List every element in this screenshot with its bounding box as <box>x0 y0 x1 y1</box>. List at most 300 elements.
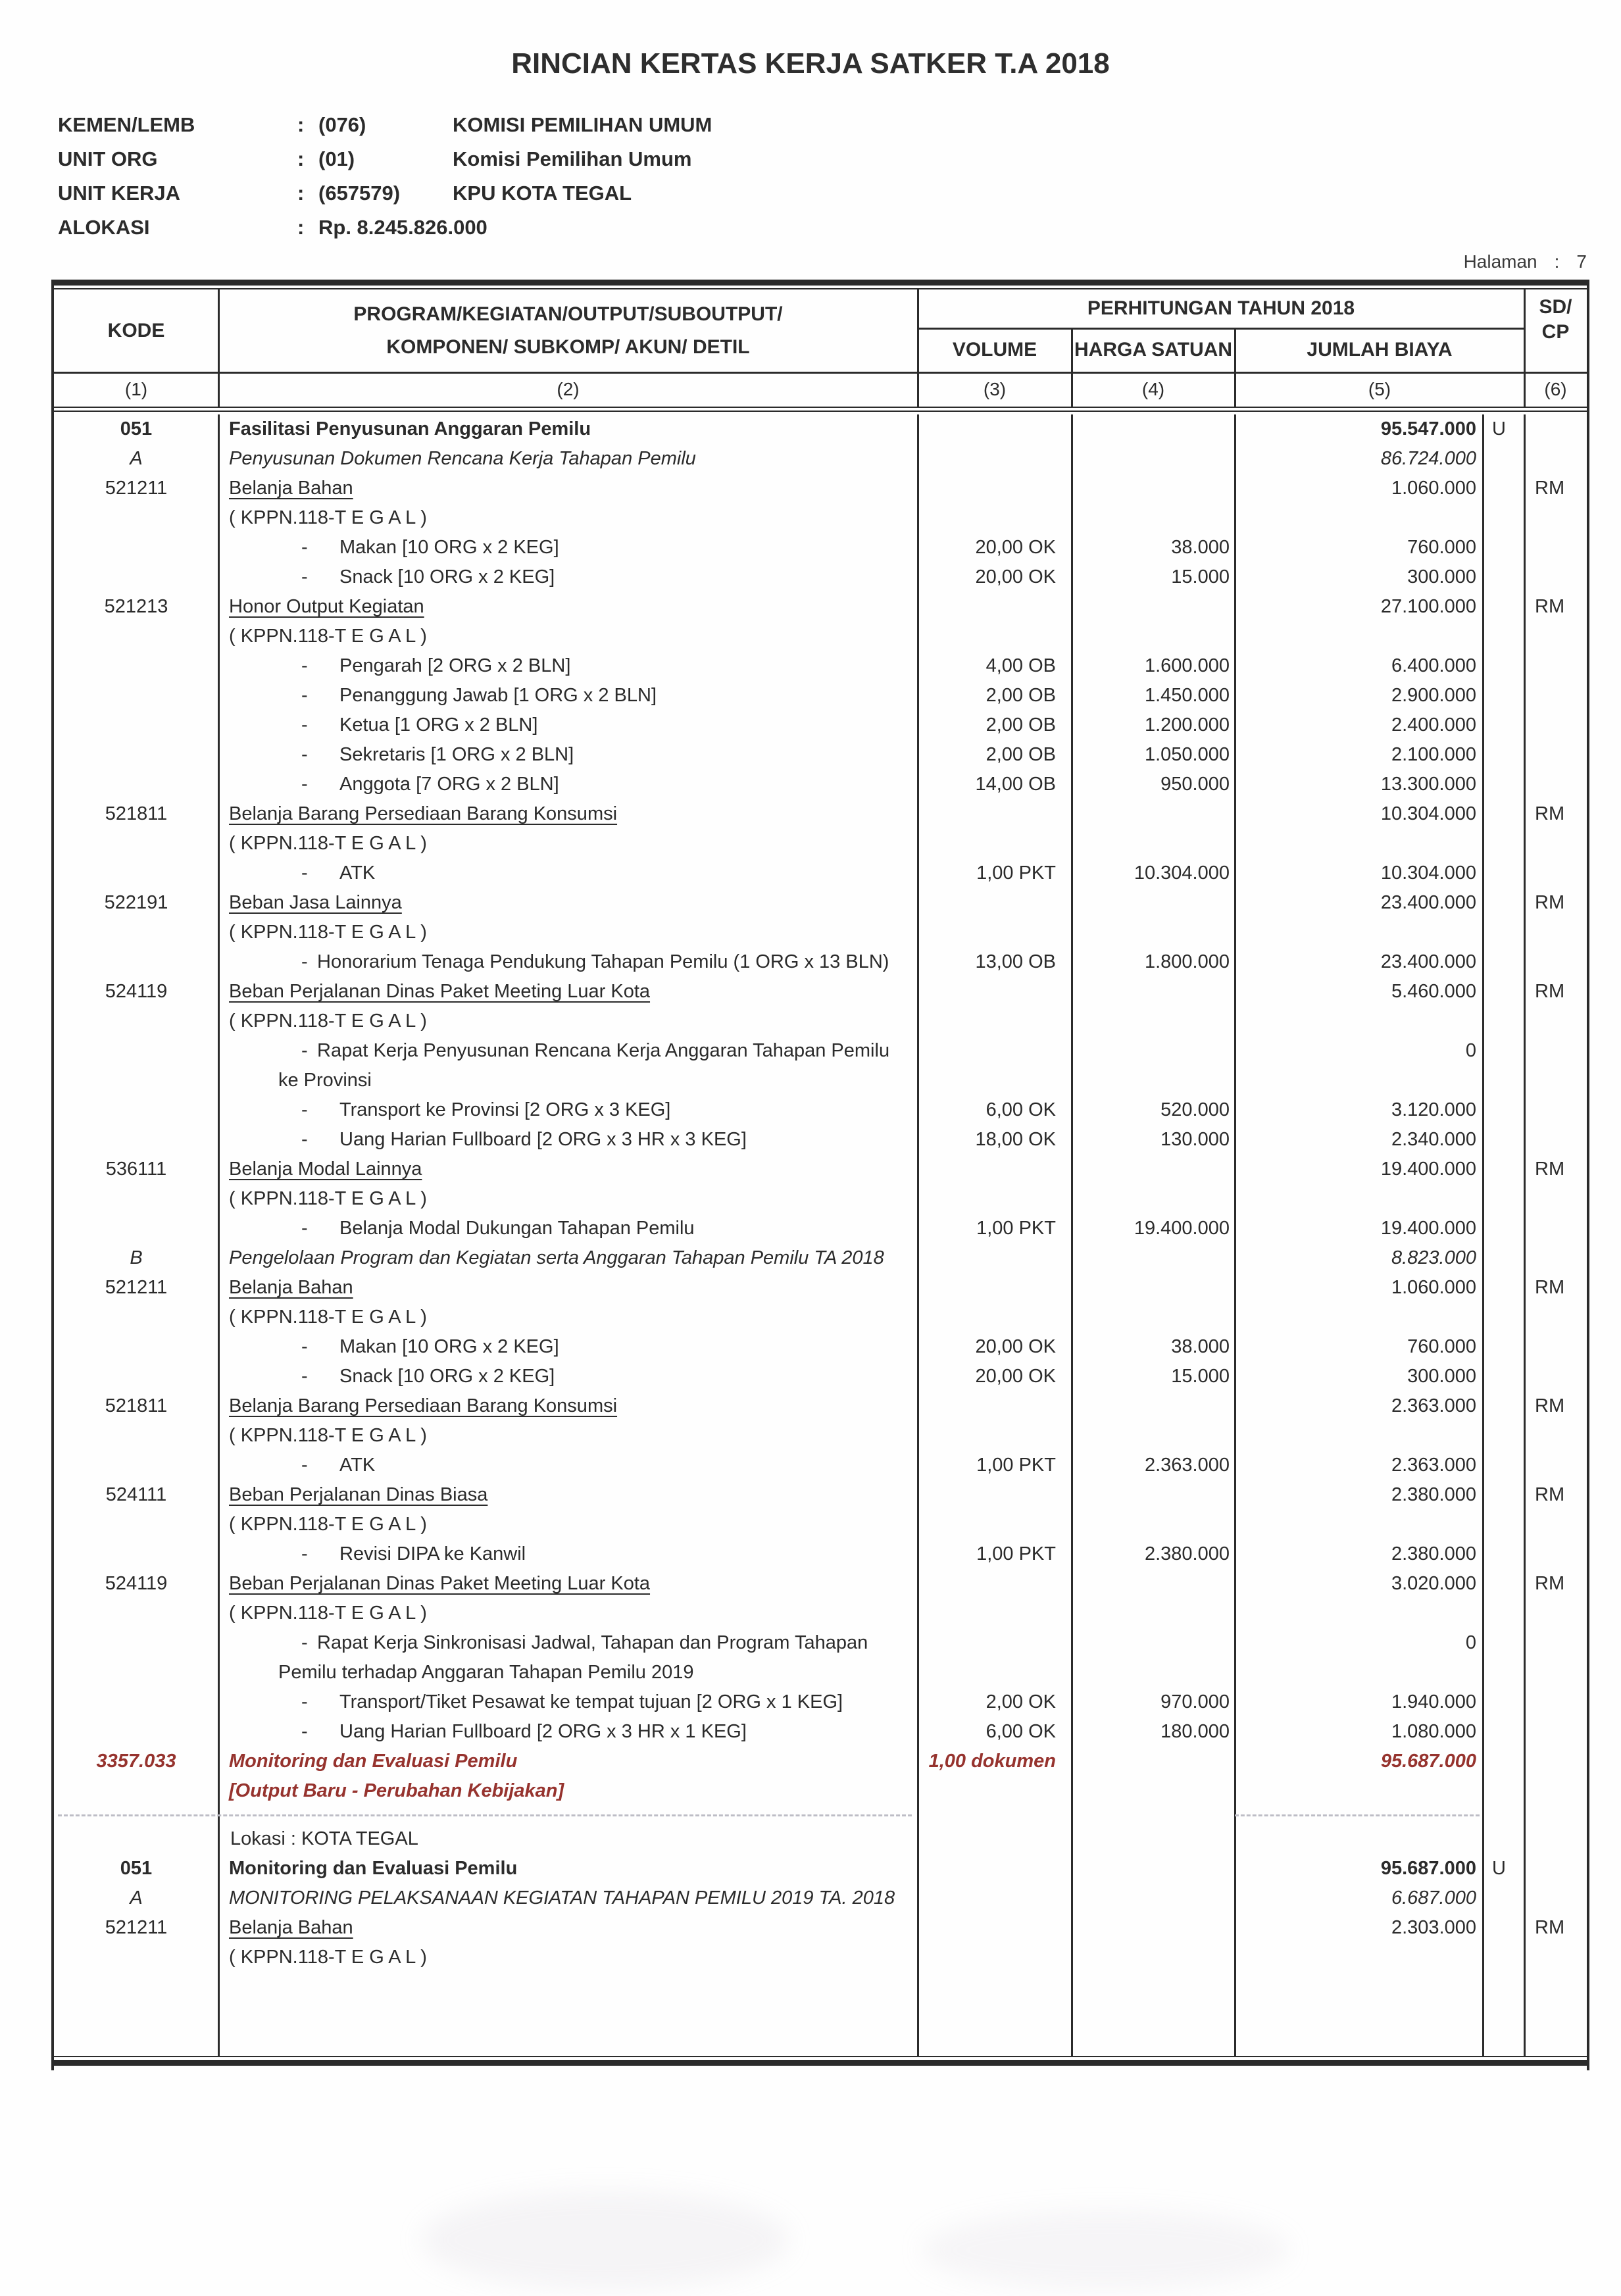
harga-satuan-cell <box>1072 799 1235 829</box>
jumlah-biaya-cell <box>1235 918 1483 947</box>
program-header-line1: PROGRAM/KEGIATAN/OUTPUT/SUBOUTPUT/ <box>353 303 783 325</box>
volume-cell <box>918 918 1072 947</box>
volume-cell <box>918 829 1072 859</box>
sdcp-cell <box>1524 1687 1587 1717</box>
halaman-value: 7 <box>1576 251 1587 272</box>
jumlah-biaya-cell: 1.060.000 <box>1391 478 1476 499</box>
uraian-text: ( KPPN.118-T E G A L ) <box>229 1947 427 1968</box>
detail-line <box>229 770 918 799</box>
sdcp-cell: RM <box>1535 1484 1565 1505</box>
sdcp-cell <box>1524 533 1587 562</box>
meta-row-unitorg <box>58 147 979 182</box>
table-row <box>54 1214 1587 1243</box>
kode-cell <box>54 829 218 859</box>
table-row <box>54 1184 1587 1214</box>
sdcp-cell: RM <box>1535 478 1565 499</box>
uraian-cell <box>218 888 918 918</box>
kode-cell <box>54 1451 218 1480</box>
uraian-cell <box>218 1913 918 1943</box>
harga-satuan-cell: 38.000 <box>1171 1336 1230 1357</box>
uraian-text: ( KPPN.118-T E G A L ) <box>229 1188 427 1209</box>
kode-cell <box>54 859 218 888</box>
kode-cell: B <box>130 1247 143 1268</box>
table-body <box>54 414 1587 2056</box>
dashed-separator <box>54 1806 1587 1824</box>
table-row <box>54 1421 1587 1451</box>
kode-cell <box>54 1332 218 1362</box>
harga-satuan-cell <box>1072 1747 1235 1806</box>
u-marker-cell <box>1483 1095 1524 1125</box>
volume-cell: 18,00 OK <box>975 1129 1056 1150</box>
volume-cell <box>918 1943 1072 1972</box>
detail-text: Uang Harian Fullboard [2 ORG x 3 HR x 3 KEG] <box>339 1129 747 1150</box>
detail-text: Snack [10 ORG x 2 KEG] <box>339 566 555 587</box>
kode-cell: 521211 <box>105 1277 168 1298</box>
volume-cell: 20,00 OK <box>975 566 1056 587</box>
volume-cell <box>918 592 1072 622</box>
kode-cell <box>54 1717 218 1747</box>
table-row <box>54 1303 1587 1332</box>
table-row <box>54 770 1587 799</box>
detail-dash: - <box>301 1040 308 1061</box>
uraian-text: Pengelolaan Program dan Kegiatan serta Anggaran Tahapan Pemilu TA 2018 <box>229 1247 884 1268</box>
uraian-cell <box>218 562 918 592</box>
table-row <box>54 1884 1587 1913</box>
uraian-cell <box>218 740 918 770</box>
uraian-cell <box>218 1125 918 1155</box>
volume-cell: 13,00 OB <box>975 951 1056 972</box>
kode-cell <box>54 1007 218 1036</box>
volume-cell <box>918 1243 1072 1273</box>
uraian-cell <box>218 444 918 474</box>
kode-cell: 521811 <box>105 1395 168 1416</box>
detail-dash: - <box>301 685 308 706</box>
detail-dash: - <box>301 1543 308 1564</box>
jumlah-biaya-cell: 1.080.000 <box>1391 1721 1476 1742</box>
detail-dash: - <box>301 1366 308 1387</box>
sdcp-cell <box>1524 1717 1587 1747</box>
volume-cell: 1,00 PKT <box>976 862 1056 884</box>
col-header-harga-satuan: HARGA SATUAN <box>1074 339 1232 361</box>
harga-satuan-cell <box>1072 977 1235 1007</box>
jumlah-biaya-cell: 2.400.000 <box>1391 714 1476 736</box>
u-marker-cell <box>1483 681 1524 711</box>
u-marker-cell <box>1483 1717 1524 1747</box>
jumlah-biaya-cell: 10.304.000 <box>1380 803 1476 824</box>
table-row <box>54 1943 1587 1972</box>
halaman-label: Halaman <box>1463 251 1537 272</box>
uraian-cell <box>218 1687 918 1717</box>
sdcp-cell <box>1524 1943 1587 1972</box>
sdcp-cell <box>1524 1007 1587 1036</box>
col-num-5: (5) <box>1368 379 1391 399</box>
table-row <box>54 444 1587 474</box>
kode-cell <box>54 681 218 711</box>
harga-satuan-cell: 1.450.000 <box>1144 685 1230 706</box>
harga-satuan-cell <box>1072 1854 1235 1884</box>
detail-line <box>229 1687 918 1717</box>
uraian-text: ( KPPN.118-T E G A L ) <box>229 507 427 528</box>
u-marker-cell <box>1483 1184 1524 1214</box>
jumlah-biaya-cell <box>1235 1007 1483 1036</box>
table-row <box>54 1824 1587 1854</box>
volume-cell <box>918 414 1072 444</box>
uraian-text: ( KPPN.118-T E G A L ) <box>229 833 427 854</box>
sdcp-cell <box>1524 1332 1587 1362</box>
harga-satuan-cell: 950.000 <box>1160 774 1230 795</box>
detail-text: Belanja Modal Dukungan Tahapan Pemilu <box>339 1218 695 1239</box>
u-marker-cell <box>1483 1214 1524 1243</box>
sdcp-cell: RM <box>1535 1395 1565 1416</box>
sdcp-cell <box>1524 1243 1587 1273</box>
kode-cell: 536111 <box>105 1159 167 1180</box>
sdcp-cell <box>1524 1125 1587 1155</box>
sdcp-cell <box>1524 1510 1587 1539</box>
uraian-cell <box>218 1273 918 1303</box>
table-row <box>54 474 1587 503</box>
harga-satuan-cell <box>1072 1303 1235 1332</box>
kode-cell: A <box>130 448 143 469</box>
col-num-1: (1) <box>124 379 148 399</box>
uraian-cell <box>218 1155 918 1184</box>
meta-label: UNIT ORG <box>58 147 158 170</box>
detail-line <box>229 1539 918 1569</box>
uraian-cell <box>218 1747 918 1806</box>
volume-cell: 6,00 OK <box>985 1721 1056 1742</box>
table-row <box>54 711 1587 740</box>
uraian-text: Belanja Bahan <box>229 1277 353 1298</box>
harga-satuan-cell <box>1072 503 1235 533</box>
u-marker-cell <box>1483 533 1524 562</box>
kode-cell <box>54 1824 218 1854</box>
u-marker-cell <box>1483 444 1524 474</box>
volume-cell <box>918 503 1072 533</box>
harga-satuan-cell: 1.600.000 <box>1144 655 1230 676</box>
table-row <box>54 503 1587 533</box>
jumlah-biaya-cell <box>1235 1599 1483 1628</box>
detail-dash: - <box>301 774 308 795</box>
sdcp-cell: RM <box>1535 596 1565 617</box>
sdcp-cell <box>1524 711 1587 740</box>
jumlah-biaya-cell: 2.363.000 <box>1391 1455 1476 1476</box>
u-marker-cell <box>1483 1747 1524 1806</box>
jumlah-biaya-cell: 0 <box>1465 1632 1476 1653</box>
kode-cell <box>54 1943 218 1972</box>
detail-text: Pengarah [2 ORG x 2 BLN] <box>339 655 571 676</box>
kode-cell <box>54 1687 218 1717</box>
jumlah-biaya-cell: 2.380.000 <box>1391 1543 1476 1564</box>
sdcp-cell <box>1524 740 1587 770</box>
volume-cell <box>918 622 1072 651</box>
sdcp-cell <box>1524 681 1587 711</box>
sdcp-cell <box>1524 1824 1587 1854</box>
sdcp-cell <box>1524 1854 1587 1884</box>
u-marker-cell <box>1483 711 1524 740</box>
u-marker-cell <box>1483 592 1524 622</box>
detail-dash: - <box>301 1099 308 1120</box>
meta-row-kemen <box>58 113 979 147</box>
table-row <box>54 592 1587 622</box>
uraian-text: Belanja Bahan <box>229 1917 353 1938</box>
harga-satuan-cell: 180.000 <box>1160 1721 1230 1742</box>
u-marker-cell <box>1483 829 1524 859</box>
jumlah-biaya-cell: 13.300.000 <box>1380 774 1476 795</box>
kode-cell <box>54 1510 218 1539</box>
col-num-4: (4) <box>1141 379 1165 399</box>
harga-satuan-cell <box>1072 1243 1235 1273</box>
harga-satuan-cell <box>1072 1569 1235 1599</box>
kode-cell <box>54 711 218 740</box>
detail-line <box>229 1628 918 1658</box>
table-top-band <box>54 280 1587 286</box>
sdcp-cell <box>1524 1214 1587 1243</box>
meta-block <box>58 113 979 250</box>
col-header-jumlah-biaya: JUMLAH BIAYA <box>1307 339 1453 361</box>
u-marker-cell <box>1483 1362 1524 1391</box>
sdcp-cell <box>1524 859 1587 888</box>
detail-text: ATK <box>339 1455 376 1476</box>
detail-dash: - <box>301 951 308 972</box>
table-row <box>54 740 1587 770</box>
u-marker-cell <box>1483 770 1524 799</box>
detail-line <box>229 1717 918 1747</box>
u-marker-cell <box>1483 622 1524 651</box>
table-row <box>54 1273 1587 1303</box>
jumlah-biaya-cell: 19.400.000 <box>1380 1159 1476 1180</box>
kode-cell <box>54 1125 218 1155</box>
table-bottom-band <box>54 2060 1587 2066</box>
table-row <box>54 947 1587 977</box>
table-row <box>54 1243 1587 1273</box>
uraian-cell <box>218 1943 918 1972</box>
kode-cell: 521211 <box>105 478 168 499</box>
scan-smudge <box>921 2210 1289 2289</box>
u-marker-cell <box>1483 1824 1524 1854</box>
page-number <box>1464 251 1587 272</box>
sdcp-cell <box>1524 444 1587 474</box>
kode-cell: 524119 <box>105 981 168 1002</box>
volume-cell <box>918 1036 1072 1095</box>
jumlah-biaya-cell <box>1235 1824 1483 1854</box>
uraian-text: ( KPPN.118-T E G A L ) <box>229 922 427 943</box>
sdcp-cell <box>1524 651 1587 681</box>
harga-satuan-cell: 520.000 <box>1160 1099 1230 1120</box>
sdcp-cell <box>1524 829 1587 859</box>
col-num-6: (6) <box>1544 379 1567 399</box>
harga-satuan-cell <box>1072 1184 1235 1214</box>
kode-cell <box>54 947 218 977</box>
jumlah-biaya-cell: 1.940.000 <box>1391 1691 1476 1712</box>
uraian-text: Belanja Barang Persediaan Barang Konsumsi <box>229 1395 618 1416</box>
harga-satuan-cell <box>1072 1824 1235 1854</box>
table-row <box>54 1007 1587 1036</box>
detail-dash: - <box>301 1336 308 1357</box>
detail-line <box>229 1214 918 1243</box>
kode-cell <box>54 1095 218 1125</box>
harga-satuan-cell <box>1072 1913 1235 1943</box>
table-row <box>54 799 1587 829</box>
uraian-cell <box>218 533 918 562</box>
jumlah-biaya-cell: 3.120.000 <box>1391 1099 1476 1120</box>
detail-dash: - <box>301 1455 308 1476</box>
volume-cell <box>918 799 1072 829</box>
harga-satuan-cell <box>1072 1155 1235 1184</box>
jumlah-biaya-cell: 95.687.000 <box>1380 1858 1476 1879</box>
uraian-text: Belanja Bahan <box>229 478 353 499</box>
detail-dash: - <box>301 1721 308 1742</box>
volume-cell <box>918 1303 1072 1332</box>
detail-text: Rapat Kerja Sinkronisasi Jadwal, Tahapan dan Program Tahapan <box>317 1632 868 1653</box>
volume-cell: 1,00 dokumen <box>928 1751 1056 1772</box>
sdcp-cell <box>1524 1303 1587 1332</box>
jumlah-biaya-cell: 2.900.000 <box>1391 685 1476 706</box>
volume-cell: 20,00 OK <box>975 1366 1056 1387</box>
meta-value: Komisi Pemilihan Umum <box>453 147 692 170</box>
u-marker-cell <box>1483 1155 1524 1184</box>
kode-cell: 521811 <box>105 803 168 824</box>
detail-text: Rapat Kerja Penyusunan Rencana Kerja Anggaran Tahapan Pemilu <box>317 1040 890 1061</box>
volume-cell: 2,00 OB <box>985 714 1056 736</box>
jumlah-biaya-cell: 6.400.000 <box>1391 655 1476 676</box>
uraian-text: ( KPPN.118-T E G A L ) <box>229 1425 427 1446</box>
u-marker-cell <box>1483 1913 1524 1943</box>
uraian-cell <box>218 1824 918 1854</box>
uraian-text: Beban Jasa Lainnya <box>229 892 402 913</box>
u-marker-cell <box>1483 1036 1524 1095</box>
meta-label: ALOKASI <box>58 216 150 239</box>
uraian-cell <box>218 859 918 888</box>
detail-dash: - <box>301 1129 308 1150</box>
harga-satuan-cell <box>1072 1391 1235 1421</box>
table-row <box>54 1747 1587 1806</box>
u-marker-cell <box>1483 918 1524 947</box>
jumlah-biaya-cell: 19.400.000 <box>1380 1218 1476 1239</box>
harga-satuan-cell <box>1072 592 1235 622</box>
u-marker-cell <box>1483 1391 1524 1421</box>
harga-satuan-cell: 15.000 <box>1171 1366 1230 1387</box>
volume-cell: 2,00 OB <box>985 744 1056 765</box>
jumlah-biaya-cell: 6.687.000 <box>1391 1887 1476 1909</box>
uraian-cell <box>218 1421 918 1451</box>
uraian-text: Beban Perjalanan Dinas Paket Meeting Luar Kota <box>229 981 651 1002</box>
jumlah-biaya-cell: 1.060.000 <box>1391 1277 1476 1298</box>
harga-satuan-cell: 1.050.000 <box>1144 744 1230 765</box>
meta-value: KPU KOTA TEGAL <box>453 182 632 205</box>
harga-satuan-cell <box>1072 829 1235 859</box>
harga-satuan-cell: 15.000 <box>1171 566 1230 587</box>
sdcp-cell <box>1524 503 1587 533</box>
uraian-cell <box>218 1214 918 1243</box>
uraian-cell <box>218 1332 918 1362</box>
volume-cell <box>918 1184 1072 1214</box>
sdcp-cell: RM <box>1535 1277 1565 1298</box>
u-marker-cell <box>1483 503 1524 533</box>
uraian-cell <box>218 651 918 681</box>
sdcp-cell <box>1524 1036 1587 1095</box>
meta-colon: : <box>297 147 305 170</box>
uraian-cell <box>218 1243 918 1273</box>
jumlah-biaya-cell: 8.823.000 <box>1391 1247 1476 1268</box>
detail-dash: - <box>301 1691 308 1712</box>
sdcp-cell <box>1524 1599 1587 1628</box>
uraian-cell <box>218 622 918 651</box>
u-marker-cell <box>1483 1569 1524 1599</box>
uraian-cell <box>218 829 918 859</box>
jumlah-biaya-cell: 760.000 <box>1407 1336 1476 1357</box>
jumlah-biaya-cell: 2.303.000 <box>1391 1917 1476 1938</box>
table-bottom-thin <box>54 2056 1587 2057</box>
table-row <box>54 1717 1587 1747</box>
table-row <box>54 1391 1587 1421</box>
harga-satuan-cell <box>1072 1599 1235 1628</box>
jumlah-biaya-cell: 0 <box>1465 1040 1476 1061</box>
detail-dash: - <box>301 655 308 676</box>
sdcp-cell <box>1524 414 1587 444</box>
volume-cell <box>918 1599 1072 1628</box>
volume-cell <box>918 1007 1072 1036</box>
uraian-cell <box>218 1036 918 1095</box>
table-row <box>54 829 1587 859</box>
detail-line <box>229 1332 918 1362</box>
detail-line <box>229 947 918 977</box>
detail-line <box>229 1362 918 1391</box>
harga-satuan-cell <box>1072 1036 1235 1095</box>
table-row <box>54 1687 1587 1717</box>
kode-cell: 051 <box>120 418 153 439</box>
uraian-text: ( KPPN.118-T E G A L ) <box>229 626 427 647</box>
detail-text: Ketua [1 ORG x 2 BLN] <box>339 714 538 736</box>
meta-colon: : <box>297 182 305 205</box>
detail-line <box>229 1036 918 1066</box>
uraian-text: Honor Output Kegiatan <box>229 596 424 617</box>
harga-satuan-cell <box>1072 444 1235 474</box>
jumlah-biaya-cell <box>1235 1303 1483 1332</box>
sdcp-cell <box>1524 918 1587 947</box>
table-row <box>54 1036 1587 1095</box>
detail-text: Anggota [7 ORG x 2 BLN] <box>339 774 559 795</box>
table-row <box>54 414 1587 444</box>
detail-text: Makan [10 ORG x 2 KEG] <box>339 1336 559 1357</box>
sdcp-cell: RM <box>1535 1917 1565 1938</box>
kode-cell: 522191 <box>104 892 168 913</box>
jumlah-biaya-cell <box>1235 1510 1483 1539</box>
meta-colon: : <box>297 113 305 136</box>
harga-satuan-cell <box>1072 622 1235 651</box>
detail-text: Transport ke Provinsi [2 ORG x 3 KEG] <box>339 1099 671 1120</box>
meta-row-unitkerja <box>58 182 979 216</box>
sdcp-cell <box>1524 562 1587 592</box>
detail-line <box>229 681 918 711</box>
u-marker-cell <box>1483 1884 1524 1913</box>
volume-cell <box>918 1510 1072 1539</box>
volume-cell <box>918 1391 1072 1421</box>
detail-text: Makan [10 ORG x 2 KEG] <box>339 537 559 558</box>
detail-text: Snack [10 ORG x 2 KEG] <box>339 1366 555 1387</box>
u-marker-cell <box>1483 1243 1524 1273</box>
volume-cell: 1,00 PKT <box>976 1543 1056 1564</box>
volume-cell: 4,00 OB <box>985 655 1056 676</box>
u-marker-cell <box>1483 1480 1524 1510</box>
kode-cell <box>54 918 218 947</box>
kode-cell <box>54 1303 218 1332</box>
jumlah-biaya-cell: 10.304.000 <box>1380 862 1476 884</box>
table-row <box>54 977 1587 1007</box>
uraian-text: ( KPPN.118-T E G A L ) <box>229 1603 427 1624</box>
u-marker-cell <box>1483 1687 1524 1717</box>
jumlah-biaya-cell: 300.000 <box>1407 566 1476 587</box>
table-row <box>54 1539 1587 1569</box>
kode-cell <box>54 740 218 770</box>
